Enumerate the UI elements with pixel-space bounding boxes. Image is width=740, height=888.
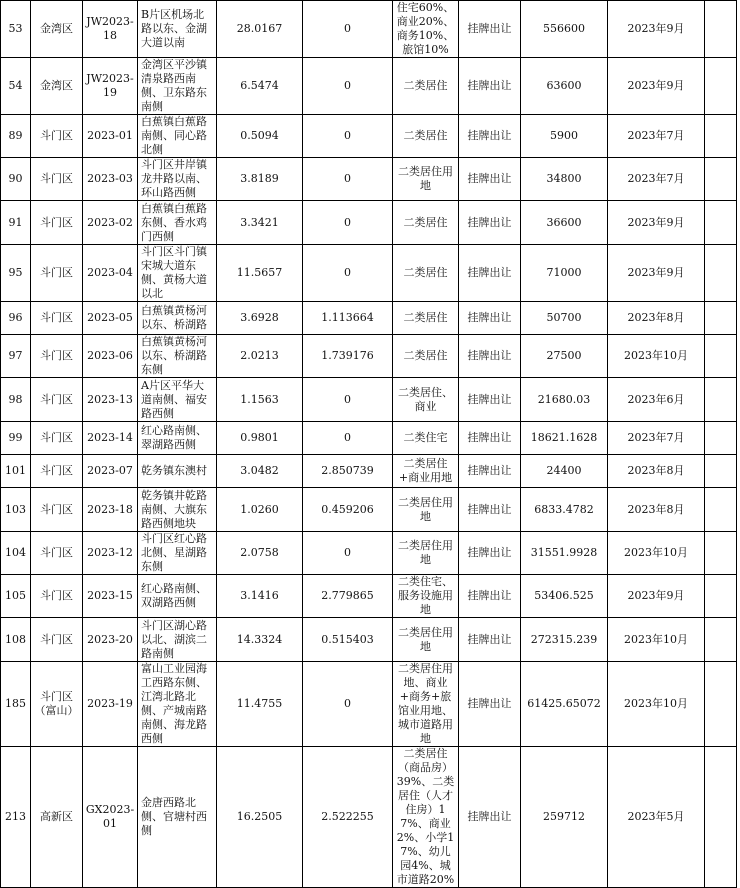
value2-cell: 0 [303, 1, 393, 58]
location-cell: 斗门区斗门镇宋城大道东侧、黄杨大道以北 [138, 245, 217, 302]
price-cell: 5900 [521, 115, 608, 158]
date-cell: 2023年8月 [608, 455, 705, 488]
area-cell: 3.0482 [217, 455, 303, 488]
value2-cell: 0 [303, 245, 393, 302]
date-cell: 2023年7月 [608, 422, 705, 455]
transfer-method-cell: 挂牌出让 [459, 1, 521, 58]
land-use-cell: 二类居住 [393, 245, 459, 302]
transfer-method-cell: 挂牌出让 [459, 532, 521, 575]
transfer-method-cell: 挂牌出让 [459, 58, 521, 115]
district-cell: 高新区 [31, 747, 83, 888]
value2-cell: 0 [303, 422, 393, 455]
table-row [1, 245, 737, 302]
location-cell: 富山工业园海工西路东侧、江湾北路北侧、产城南路南侧、海龙路西侧 [138, 662, 217, 747]
parcel-code-cell: 2023-20 [83, 618, 138, 662]
price-cell: 18621.1628 [521, 422, 608, 455]
table-row [1, 455, 737, 488]
area-cell: 2.0213 [217, 335, 303, 378]
district-cell: 斗门区 [31, 618, 83, 662]
value2-cell: 2.522255 [303, 747, 393, 888]
empty-cell [705, 422, 737, 455]
row-number: 90 [1, 158, 31, 201]
parcel-code-cell: JW2023-18 [83, 1, 138, 58]
table-row [1, 58, 737, 115]
price-cell: 53406.525 [521, 575, 608, 618]
row-number: 101 [1, 455, 31, 488]
value2-cell: 0 [303, 378, 393, 422]
location-cell: 白蕉镇黄杨河以东、桥湖路 [138, 302, 217, 335]
area-cell: 28.0167 [217, 1, 303, 58]
date-cell: 2023年7月 [608, 158, 705, 201]
land-use-cell: 二类住宅 [393, 422, 459, 455]
land-use-cell: 二类居住用地 [393, 488, 459, 532]
transfer-method-cell: 挂牌出让 [459, 302, 521, 335]
area-cell: 11.4755 [217, 662, 303, 747]
table-body [1, 1, 737, 888]
land-use-cell: 二类居住 [393, 115, 459, 158]
parcel-code-cell: 2023-15 [83, 575, 138, 618]
row-number: 91 [1, 201, 31, 245]
row-number: 99 [1, 422, 31, 455]
value2-cell: 0 [303, 115, 393, 158]
area-cell: 2.0758 [217, 532, 303, 575]
date-cell: 2023年8月 [608, 488, 705, 532]
area-cell: 0.9801 [217, 422, 303, 455]
land-use-cell: 二类居住 [393, 58, 459, 115]
price-cell: 71000 [521, 245, 608, 302]
date-cell: 2023年9月 [608, 58, 705, 115]
transfer-method-cell: 挂牌出让 [459, 335, 521, 378]
table-row [1, 618, 737, 662]
area-cell: 16.2505 [217, 747, 303, 888]
location-cell: 金湾区平沙镇清泉路西南侧、卫东路东南侧 [138, 58, 217, 115]
date-cell: 2023年10月 [608, 532, 705, 575]
table-row [1, 422, 737, 455]
table-row [1, 662, 737, 747]
table-row [1, 747, 737, 888]
parcel-code-cell: 2023-01 [83, 115, 138, 158]
location-cell: 白蕉镇白蕉路南侧、同心路北侧 [138, 115, 217, 158]
date-cell: 2023年10月 [608, 662, 705, 747]
table-row [1, 488, 737, 532]
district-cell: 斗门区 [31, 201, 83, 245]
price-cell: 27500 [521, 335, 608, 378]
parcel-code-cell: 2023-19 [83, 662, 138, 747]
price-cell: 34800 [521, 158, 608, 201]
price-cell: 556600 [521, 1, 608, 58]
empty-cell [705, 747, 737, 888]
table-row [1, 575, 737, 618]
parcel-code-cell: 2023-12 [83, 532, 138, 575]
row-number: 104 [1, 532, 31, 575]
district-cell: 斗门区 [31, 335, 83, 378]
area-cell: 3.8189 [217, 158, 303, 201]
value2-cell: 1.113664 [303, 302, 393, 335]
empty-cell [705, 115, 737, 158]
value2-cell: 0 [303, 158, 393, 201]
row-number: 108 [1, 618, 31, 662]
row-number: 89 [1, 115, 31, 158]
value2-cell: 0 [303, 58, 393, 115]
table-row [1, 201, 737, 245]
empty-cell [705, 455, 737, 488]
parcel-code-cell: 2023-07 [83, 455, 138, 488]
row-number: 53 [1, 1, 31, 58]
parcel-code-cell: 2023-14 [83, 422, 138, 455]
district-cell: 金湾区 [31, 1, 83, 58]
value2-cell: 2.779865 [303, 575, 393, 618]
value2-cell: 2.850739 [303, 455, 393, 488]
date-cell: 2023年7月 [608, 115, 705, 158]
location-cell: 红心路南侧、双湖路西侧 [138, 575, 217, 618]
land-use-cell: 二类居住 [393, 302, 459, 335]
empty-cell [705, 378, 737, 422]
date-cell: 2023年9月 [608, 201, 705, 245]
land-use-cell: 二类居住（商品房）39%、二类居住（人才住房）17%、商业2%、小学17%、幼儿园4%、城市道路20% [393, 747, 459, 888]
area-cell: 0.5094 [217, 115, 303, 158]
area-cell: 6.5474 [217, 58, 303, 115]
value2-cell: 0 [303, 662, 393, 747]
transfer-method-cell: 挂牌出让 [459, 158, 521, 201]
area-cell: 1.0260 [217, 488, 303, 532]
area-cell: 3.1416 [217, 575, 303, 618]
district-cell: 斗门区 [31, 115, 83, 158]
empty-cell [705, 245, 737, 302]
district-cell: 斗门区 [31, 488, 83, 532]
land-use-cell: 二类居住用地 [393, 618, 459, 662]
row-number: 213 [1, 747, 31, 888]
district-cell: 斗门区 [31, 455, 83, 488]
location-cell: 白蕉镇白蕉路东侧、香水鸡门西侧 [138, 201, 217, 245]
price-cell: 259712 [521, 747, 608, 888]
area-cell: 1.1563 [217, 378, 303, 422]
row-number: 95 [1, 245, 31, 302]
location-cell: 金唐西路北侧、官塘村西侧 [138, 747, 217, 888]
parcel-code-cell: 2023-04 [83, 245, 138, 302]
district-cell: 斗门区 [31, 422, 83, 455]
value2-cell: 0.459206 [303, 488, 393, 532]
empty-cell [705, 201, 737, 245]
transfer-method-cell: 挂牌出让 [459, 488, 521, 532]
row-number: 54 [1, 58, 31, 115]
date-cell: 2023年9月 [608, 245, 705, 302]
area-cell: 11.5657 [217, 245, 303, 302]
parcel-code-cell: 2023-18 [83, 488, 138, 532]
price-cell: 63600 [521, 58, 608, 115]
price-cell: 36600 [521, 201, 608, 245]
land-use-cell: 二类居住 [393, 201, 459, 245]
date-cell: 2023年6月 [608, 378, 705, 422]
empty-cell [705, 58, 737, 115]
date-cell: 2023年9月 [608, 1, 705, 58]
land-use-cell: 二类居住用地 [393, 532, 459, 575]
location-cell: B片区机场北路以东、金湖大道以南 [138, 1, 217, 58]
parcel-code-cell: 2023-13 [83, 378, 138, 422]
district-cell: 斗门区（富山） [31, 662, 83, 747]
transfer-method-cell: 挂牌出让 [459, 201, 521, 245]
transfer-method-cell: 挂牌出让 [459, 455, 521, 488]
location-cell: 红心路南侧、翠湖路西侧 [138, 422, 217, 455]
location-cell: A片区平华大道南侧、福安路西侧 [138, 378, 217, 422]
table-row [1, 335, 737, 378]
date-cell: 2023年5月 [608, 747, 705, 888]
parcel-code-cell: 2023-03 [83, 158, 138, 201]
transfer-method-cell: 挂牌出让 [459, 115, 521, 158]
row-number: 105 [1, 575, 31, 618]
table-row [1, 378, 737, 422]
date-cell: 2023年10月 [608, 618, 705, 662]
location-cell: 乾务镇东澳村 [138, 455, 217, 488]
empty-cell [705, 335, 737, 378]
row-number: 97 [1, 335, 31, 378]
row-number: 98 [1, 378, 31, 422]
land-use-cell: 二类居住、商业 [393, 378, 459, 422]
empty-cell [705, 488, 737, 532]
empty-cell [705, 662, 737, 747]
empty-cell [705, 1, 737, 58]
price-cell: 61425.65072 [521, 662, 608, 747]
transfer-method-cell: 挂牌出让 [459, 618, 521, 662]
transfer-method-cell: 挂牌出让 [459, 245, 521, 302]
district-cell: 斗门区 [31, 532, 83, 575]
table-row [1, 115, 737, 158]
parcel-code-cell: 2023-06 [83, 335, 138, 378]
parcel-code-cell: GX2023-01 [83, 747, 138, 888]
table-row [1, 158, 737, 201]
land-use-cell: 二类居住+商业用地 [393, 455, 459, 488]
empty-cell [705, 532, 737, 575]
price-cell: 24400 [521, 455, 608, 488]
district-cell: 斗门区 [31, 245, 83, 302]
district-cell: 斗门区 [31, 378, 83, 422]
table-row [1, 532, 737, 575]
price-cell: 6833.4782 [521, 488, 608, 532]
value2-cell: 1.739176 [303, 335, 393, 378]
district-cell: 斗门区 [31, 575, 83, 618]
area-cell: 3.3421 [217, 201, 303, 245]
transfer-method-cell: 挂牌出让 [459, 422, 521, 455]
location-cell: 白蕉镇黄杨河以东、桥湖路东侧 [138, 335, 217, 378]
price-cell: 21680.03 [521, 378, 608, 422]
value2-cell: 0 [303, 201, 393, 245]
empty-cell [705, 618, 737, 662]
land-use-cell: 二类住宅、服务设施用地 [393, 575, 459, 618]
price-cell: 272315.239 [521, 618, 608, 662]
parcel-code-cell: JW2023-19 [83, 58, 138, 115]
area-cell: 14.3324 [217, 618, 303, 662]
location-cell: 斗门区井岸镇龙井路以南、环山路西侧 [138, 158, 217, 201]
area-cell: 3.6928 [217, 302, 303, 335]
price-cell: 50700 [521, 302, 608, 335]
land-use-cell: 二类居住用地 [393, 158, 459, 201]
date-cell: 2023年10月 [608, 335, 705, 378]
row-number: 185 [1, 662, 31, 747]
value2-cell: 0 [303, 532, 393, 575]
location-cell: 斗门区红心路北侧、星湖路东侧 [138, 532, 217, 575]
parcel-code-cell: 2023-02 [83, 201, 138, 245]
land-use-cell: 二类居住用地、商业+商务+旅馆业用地、城市道路用地 [393, 662, 459, 747]
empty-cell [705, 158, 737, 201]
transfer-method-cell: 挂牌出让 [459, 662, 521, 747]
district-cell: 斗门区 [31, 302, 83, 335]
empty-cell [705, 575, 737, 618]
date-cell: 2023年9月 [608, 575, 705, 618]
district-cell: 金湾区 [31, 58, 83, 115]
parcel-code-cell: 2023-05 [83, 302, 138, 335]
table-row [1, 302, 737, 335]
empty-cell [705, 302, 737, 335]
transfer-method-cell: 挂牌出让 [459, 747, 521, 888]
value2-cell: 0.515403 [303, 618, 393, 662]
district-cell: 斗门区 [31, 158, 83, 201]
row-number: 96 [1, 302, 31, 335]
transfer-method-cell: 挂牌出让 [459, 575, 521, 618]
location-cell: 乾务镇井乾路南侧、大旗东路西侧地块 [138, 488, 217, 532]
row-number: 103 [1, 488, 31, 532]
price-cell: 31551.9928 [521, 532, 608, 575]
date-cell: 2023年8月 [608, 302, 705, 335]
transfer-method-cell: 挂牌出让 [459, 378, 521, 422]
location-cell: 斗门区湖心路以北、湖滨二路南侧 [138, 618, 217, 662]
land-use-cell: 住宅60%、商业20%、商务10%、旅馆10% [393, 1, 459, 58]
table-row [1, 1, 737, 58]
land-use-cell: 二类居住 [393, 335, 459, 378]
